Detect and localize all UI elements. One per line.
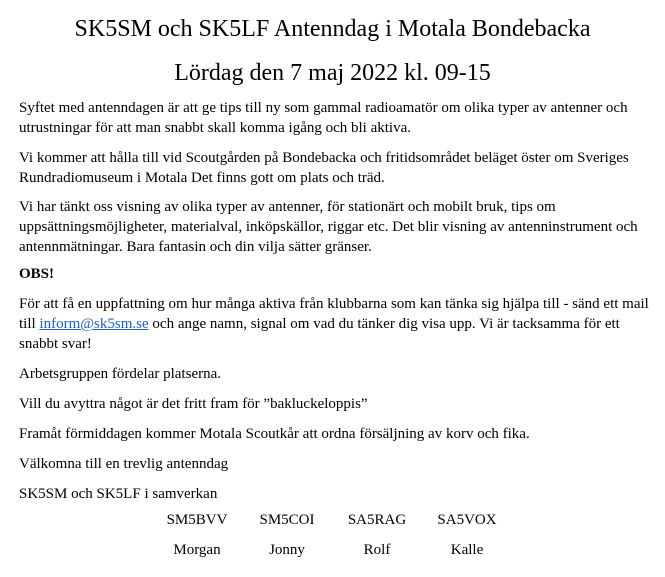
mail-text-after: och ange namn, signal om vad du tänker dig visa upp. Vi är tacksamma för ett snabbt svar! [19,316,620,352]
welcome-paragraph: Välkomna till en trevlig antenndag [19,456,229,472]
mail-paragraph [19,294,649,354]
organizer-callsign: SA5VOX [437,512,497,528]
email-link[interactable]: inform@sk5sm.se [39,316,149,332]
sell-paragraph: Vill du avyttra något är det fritt fram för ”bakluckeloppis” [19,396,368,412]
organizer-callsign: SM5BVV [166,512,228,528]
group-paragraph: Arbetsgruppen fördelar platserna. [19,366,222,382]
food-paragraph: Framåt förmiddagen kommer Motala Scoutkår att ordna försäljning av korv och fika. [19,426,530,442]
location-paragraph: Vi kommer att hålla till vid Scoutgården på Bondebacka och fritidsområdet beläget öster om Sveriges Rundradiomuseum i Motala Det finns gott om plats och träd. [19,150,629,186]
event-date-heading: Lördag den 7 maj 2022 kl. 09-15 [174,60,491,86]
organizer-name: Kalle [450,542,484,558]
mail-text-before: För att få en uppfattning om hur många aktiva från klubbarna som kan tänka sig hjälpa till - sänd ett mail till [19,296,649,332]
intro-paragraph: Syftet med antenndagen är att ge tips till ny som gammal radioamatör om olika typer av antenner och utrustningar för att man snabbt skall komma igång och bli aktiva. [19,100,628,136]
obs-heading: OBS! [19,266,55,282]
signoff-paragraph: SK5SM och SK5LF i samverkan [19,486,218,502]
organizer-name: Jonny [269,542,305,558]
organizer-callsign: SA5RAG [347,512,407,528]
organizer-callsign: SM5COI [259,512,315,528]
organizer-name: Morgan [173,542,221,558]
name-row [152,542,512,572]
callsign-row [152,512,512,542]
plans-paragraph: Vi har tänkt oss visning av olika typer av antenner, för stationärt och mobilt bruk, tips om uppsättningsmöjligheter, materialval, inköpskällor, riggar etc. Det blir visning av antenninstrument och antennmätningar. Bara fantasin och din vilja sätter gränser. [19,199,638,255]
organizer-name: Rolf [363,542,391,558]
organizers-table [152,512,512,572]
document-title: SK5SM och SK5LF Antenndag i Motala Bondebacka [74,16,591,42]
